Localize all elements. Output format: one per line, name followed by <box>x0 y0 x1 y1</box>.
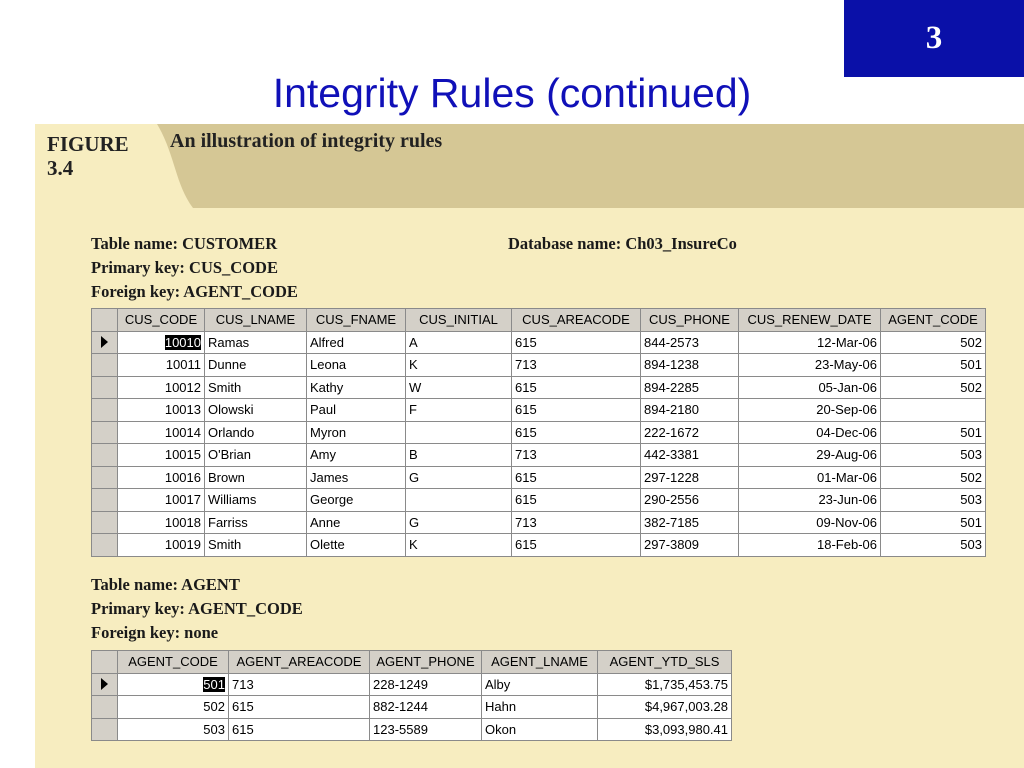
figure-tab <box>35 124 157 208</box>
column-header[interactable]: AGENT_CODE <box>881 309 986 332</box>
chapter-number: 3 <box>925 20 943 56</box>
row-selector[interactable] <box>92 718 118 741</box>
cell-value: $1,735,453.75 <box>644 676 728 692</box>
cell-value: 123-5589 <box>373 721 428 737</box>
table-cell[interactable] <box>229 718 370 741</box>
table-cell[interactable] <box>307 444 406 467</box>
column-header[interactable]: AGENT_YTD_SLS <box>598 651 732 674</box>
cell-value: 615 <box>515 379 537 395</box>
table-cell[interactable] <box>739 331 881 354</box>
row-selector[interactable] <box>92 673 118 696</box>
table-cell[interactable] <box>205 511 307 534</box>
database-name: Database name: Ch03_InsureCo <box>508 234 737 253</box>
table-cell[interactable] <box>512 444 641 467</box>
current-row-arrow-icon <box>101 678 108 690</box>
table-cell[interactable] <box>307 354 406 377</box>
cell-value: A <box>409 334 418 350</box>
table-cell[interactable] <box>307 421 406 444</box>
cell-value: 713 <box>232 676 254 692</box>
cell-value: 297-1228 <box>644 469 699 485</box>
cell-value: 228-1249 <box>373 676 428 692</box>
cell-value: G <box>409 469 420 485</box>
cell-value: Leona <box>310 357 347 373</box>
column-header[interactable]: CUS_PHONE <box>641 309 739 332</box>
cell-value: 502 <box>960 334 982 350</box>
cell-value: K <box>409 357 418 373</box>
row-selector[interactable] <box>92 376 118 399</box>
table-cell[interactable] <box>641 466 739 489</box>
cell-value: George <box>310 492 354 508</box>
table-cell[interactable] <box>370 718 482 741</box>
row-selector[interactable] <box>92 399 118 422</box>
table-cell[interactable] <box>739 444 881 467</box>
table-row[interactable] <box>92 696 732 719</box>
cell-value: 01-Mar-06 <box>817 469 877 485</box>
table-cell[interactable] <box>307 399 406 422</box>
cell-value: 10018 <box>164 514 201 530</box>
table-cell[interactable] <box>406 444 512 467</box>
table-cell[interactable] <box>118 489 205 512</box>
table-cell[interactable] <box>881 444 986 467</box>
column-header[interactable]: CUS_CODE <box>118 309 205 332</box>
table-cell[interactable] <box>118 399 205 422</box>
cell-value: 615 <box>515 492 537 508</box>
table-cell[interactable] <box>205 421 307 444</box>
customer-table-name: Table name: CUSTOMER <box>91 234 278 253</box>
column-header[interactable]: CUS_FNAME <box>307 309 406 332</box>
cell-value: $3,093,980.41 <box>644 721 728 737</box>
cell-value: Farriss <box>208 514 248 530</box>
table-cell[interactable] <box>406 421 512 444</box>
customer-table <box>91 308 986 557</box>
table-cell[interactable] <box>598 673 732 696</box>
cell-value: Smith <box>208 537 242 553</box>
figure-header <box>35 124 1024 208</box>
table-cell[interactable] <box>118 466 205 489</box>
cell-value: 10011 <box>165 357 201 373</box>
figure-number <box>47 132 129 180</box>
header-corner <box>92 651 118 674</box>
cell-value: 503 <box>960 492 982 508</box>
cell-value: 222-1672 <box>644 424 699 440</box>
table-cell[interactable] <box>229 673 370 696</box>
slide-title: Integrity Rules (continued) <box>272 70 752 116</box>
cell-value: Olette <box>310 537 345 553</box>
table-row[interactable] <box>92 673 732 696</box>
table-cell[interactable] <box>512 511 641 534</box>
cell-value: 10013 <box>164 402 201 418</box>
agent-primary-key: Primary key: AGENT_CODE <box>91 599 303 618</box>
table-cell[interactable] <box>739 421 881 444</box>
cell-value: Paul <box>310 402 337 418</box>
table-cell[interactable] <box>641 511 739 534</box>
table-cell[interactable] <box>739 354 881 377</box>
table-cell[interactable] <box>307 466 406 489</box>
table-cell[interactable] <box>205 399 307 422</box>
cell-value: W <box>409 379 422 395</box>
row-selector[interactable] <box>92 421 118 444</box>
table-cell[interactable] <box>118 718 229 741</box>
table-cell[interactable] <box>406 489 512 512</box>
table-cell[interactable] <box>406 331 512 354</box>
cell-value: 501 <box>960 514 982 530</box>
table-cell[interactable] <box>118 376 205 399</box>
customer-foreign-key: Foreign key: AGENT_CODE <box>91 282 298 301</box>
customer-meta <box>91 232 298 304</box>
table-cell[interactable] <box>205 444 307 467</box>
cell-value: 894-2180 <box>644 402 699 418</box>
cell-value: 502 <box>960 379 982 395</box>
cell-value: 10016 <box>164 469 201 485</box>
cell-value: B <box>409 447 418 463</box>
table-cell[interactable] <box>641 354 739 377</box>
table-cell[interactable] <box>641 376 739 399</box>
cell-value: Smith <box>208 379 242 395</box>
table-row[interactable] <box>92 718 732 741</box>
table-cell[interactable] <box>881 399 986 422</box>
cell-value: 10015 <box>164 447 201 463</box>
column-header[interactable]: AGENT_LNAME <box>482 651 598 674</box>
table-cell[interactable] <box>205 331 307 354</box>
cell-value: Hahn <box>485 699 517 715</box>
table-row[interactable] <box>92 444 986 467</box>
table-cell[interactable] <box>406 511 512 534</box>
row-selector[interactable] <box>92 444 118 467</box>
table-cell[interactable] <box>641 399 739 422</box>
cell-value: 05-Jan-06 <box>818 379 877 395</box>
column-header[interactable]: AGENT_AREACODE <box>229 651 370 674</box>
table-cell[interactable] <box>641 489 739 512</box>
table-cell[interactable] <box>307 331 406 354</box>
cell-value: 503 <box>960 537 982 553</box>
table-cell[interactable] <box>406 399 512 422</box>
table-row[interactable] <box>92 354 986 377</box>
cell-value: F <box>409 402 417 418</box>
cell-value: Kathy <box>310 379 344 395</box>
cell-value: 04-Dec-06 <box>816 424 877 440</box>
agent-table <box>91 650 732 741</box>
agent-meta <box>91 573 303 645</box>
table-cell[interactable] <box>118 696 229 719</box>
table-row[interactable] <box>92 399 986 422</box>
table-cell[interactable] <box>482 673 598 696</box>
agent-foreign-key: Foreign key: none <box>91 623 219 642</box>
cell-value: 12-Mar-06 <box>817 334 877 350</box>
cell-value: 18-Feb-06 <box>817 537 877 553</box>
table-cell[interactable] <box>307 534 406 557</box>
table-cell[interactable] <box>512 376 641 399</box>
column-header[interactable]: CUS_AREACODE <box>512 309 641 332</box>
cell-value: Williams <box>208 492 257 508</box>
cell-value: 615 <box>232 699 254 715</box>
cell-value: 10019 <box>164 537 201 553</box>
table-cell[interactable] <box>739 511 881 534</box>
table-cell[interactable] <box>118 673 229 696</box>
cell-value: 894-2285 <box>644 379 699 395</box>
table-cell[interactable] <box>406 354 512 377</box>
table-cell[interactable] <box>598 696 732 719</box>
table-cell[interactable] <box>118 331 205 354</box>
cell-value: $4,967,003.28 <box>644 699 728 715</box>
table-cell[interactable] <box>370 696 482 719</box>
table-cell[interactable] <box>406 466 512 489</box>
table-cell[interactable] <box>739 534 881 557</box>
customer-header-row <box>92 309 986 332</box>
column-header[interactable]: CUS_RENEW_DATE <box>739 309 881 332</box>
cell-value: 882-1244 <box>373 699 428 715</box>
table-cell[interactable] <box>205 534 307 557</box>
cell-value: Brown <box>208 469 245 485</box>
table-cell[interactable] <box>881 466 986 489</box>
table-cell[interactable] <box>205 489 307 512</box>
cell-value: 290-2556 <box>644 492 699 508</box>
figure-panel <box>35 124 1024 768</box>
cell-value: 713 <box>515 447 537 463</box>
cell-value: James <box>310 469 349 485</box>
row-selector[interactable] <box>92 354 118 377</box>
table-cell[interactable] <box>881 354 986 377</box>
cell-value: Amy <box>310 447 336 463</box>
cell-value: 502 <box>960 469 982 485</box>
header-corner <box>92 309 118 332</box>
current-row-arrow-icon <box>101 336 108 348</box>
table-cell[interactable] <box>641 444 739 467</box>
table-cell[interactable] <box>307 489 406 512</box>
table-cell[interactable] <box>739 489 881 512</box>
table-row[interactable] <box>92 376 986 399</box>
figure-number-value: 3.4 <box>47 156 74 180</box>
row-selector[interactable] <box>92 534 118 557</box>
table-cell[interactable] <box>205 376 307 399</box>
table-cell[interactable] <box>881 376 986 399</box>
cell-value: Anne <box>310 514 341 530</box>
table-cell[interactable] <box>118 534 205 557</box>
cell-value: 502 <box>203 699 225 715</box>
table-cell[interactable] <box>641 331 739 354</box>
cell-value: 297-3809 <box>644 537 699 553</box>
cell-value: Orlando <box>208 424 255 440</box>
table-cell[interactable] <box>205 466 307 489</box>
table-cell[interactable] <box>406 376 512 399</box>
cell-value: 844-2573 <box>644 334 699 350</box>
cell-value: 503 <box>960 447 982 463</box>
cell-value: 501 <box>203 676 225 692</box>
cell-value: 615 <box>515 334 537 350</box>
table-cell[interactable] <box>406 534 512 557</box>
cell-value: Myron <box>310 424 347 440</box>
cell-value: Ramas <box>208 334 250 350</box>
table-cell[interactable] <box>118 511 205 534</box>
table-cell[interactable] <box>512 331 641 354</box>
table-cell[interactable] <box>370 673 482 696</box>
table-cell[interactable] <box>229 696 370 719</box>
table-cell[interactable] <box>881 489 986 512</box>
table-row[interactable] <box>92 511 986 534</box>
table-cell[interactable] <box>598 718 732 741</box>
row-selector[interactable] <box>92 489 118 512</box>
cell-value: K <box>409 537 418 553</box>
agent-header-row <box>92 651 732 674</box>
row-selector[interactable] <box>92 511 118 534</box>
table-cell[interactable] <box>512 489 641 512</box>
cell-value: Dunne <box>208 357 247 373</box>
table-cell[interactable] <box>881 511 986 534</box>
cell-value: G <box>409 514 420 530</box>
table-cell[interactable] <box>641 534 739 557</box>
cell-value: 23-Jun-06 <box>818 492 877 508</box>
column-header[interactable]: AGENT_PHONE <box>370 651 482 674</box>
table-cell[interactable] <box>739 466 881 489</box>
cell-value: Alby <box>485 676 511 692</box>
table-cell[interactable] <box>881 421 986 444</box>
cell-value: 615 <box>515 402 537 418</box>
row-selector[interactable] <box>92 696 118 719</box>
table-cell[interactable] <box>512 421 641 444</box>
cell-value: 10017 <box>164 492 201 508</box>
agent-table-name: Table name: AGENT <box>91 575 240 594</box>
cell-value: 501 <box>960 424 982 440</box>
table-cell[interactable] <box>482 718 598 741</box>
cell-value: 10010 <box>164 334 201 350</box>
column-header[interactable]: AGENT_CODE <box>118 651 229 674</box>
cell-value: O'Brian <box>208 447 251 463</box>
cell-value: 713 <box>515 357 537 373</box>
column-header[interactable]: CUS_LNAME <box>205 309 307 332</box>
cell-value: 382-7185 <box>644 514 699 530</box>
table-cell[interactable] <box>739 399 881 422</box>
cell-value: 23-May-06 <box>814 357 877 373</box>
figure-label: FIGURE <box>47 132 129 156</box>
table-cell[interactable] <box>482 696 598 719</box>
cell-value: 09-Nov-06 <box>816 514 877 530</box>
customer-primary-key: Primary key: CUS_CODE <box>91 258 278 277</box>
cell-value: 894-1238 <box>644 357 699 373</box>
table-cell[interactable] <box>307 511 406 534</box>
table-row[interactable] <box>92 466 986 489</box>
table-cell[interactable] <box>739 376 881 399</box>
table-cell[interactable] <box>118 444 205 467</box>
cell-value: 10012 <box>164 379 201 395</box>
table-cell[interactable] <box>118 354 205 377</box>
cell-value: 10014 <box>164 424 201 440</box>
cell-value: 615 <box>515 469 537 485</box>
cell-value: 713 <box>515 514 537 530</box>
table-cell[interactable] <box>118 421 205 444</box>
cell-value: Alfred <box>310 334 344 350</box>
cell-value: 615 <box>515 424 537 440</box>
table-cell[interactable] <box>641 421 739 444</box>
cell-value: 29-Aug-06 <box>816 447 877 463</box>
table-cell[interactable] <box>205 354 307 377</box>
cell-value: 20-Sep-06 <box>816 402 877 418</box>
cell-value: 501 <box>960 357 982 373</box>
table-cell[interactable] <box>881 534 986 557</box>
table-row[interactable] <box>92 421 986 444</box>
table-row[interactable] <box>92 534 986 557</box>
cell-value: 615 <box>232 721 254 737</box>
row-selector[interactable] <box>92 466 118 489</box>
table-cell[interactable] <box>512 354 641 377</box>
table-cell[interactable] <box>512 399 641 422</box>
table-cell[interactable] <box>307 376 406 399</box>
column-header[interactable]: CUS_INITIAL <box>406 309 512 332</box>
cell-value: 442-3381 <box>644 447 699 463</box>
table-cell[interactable] <box>512 466 641 489</box>
cell-value: Okon <box>485 721 517 737</box>
table-cell[interactable] <box>512 534 641 557</box>
table-row[interactable] <box>92 331 986 354</box>
cell-value: 615 <box>515 537 537 553</box>
row-selector[interactable] <box>92 331 118 354</box>
table-row[interactable] <box>92 489 986 512</box>
cell-value: Olowski <box>208 402 254 418</box>
figure-caption: An illustration of integrity rules <box>170 130 443 152</box>
cell-value: 503 <box>203 721 225 737</box>
table-cell[interactable] <box>881 331 986 354</box>
